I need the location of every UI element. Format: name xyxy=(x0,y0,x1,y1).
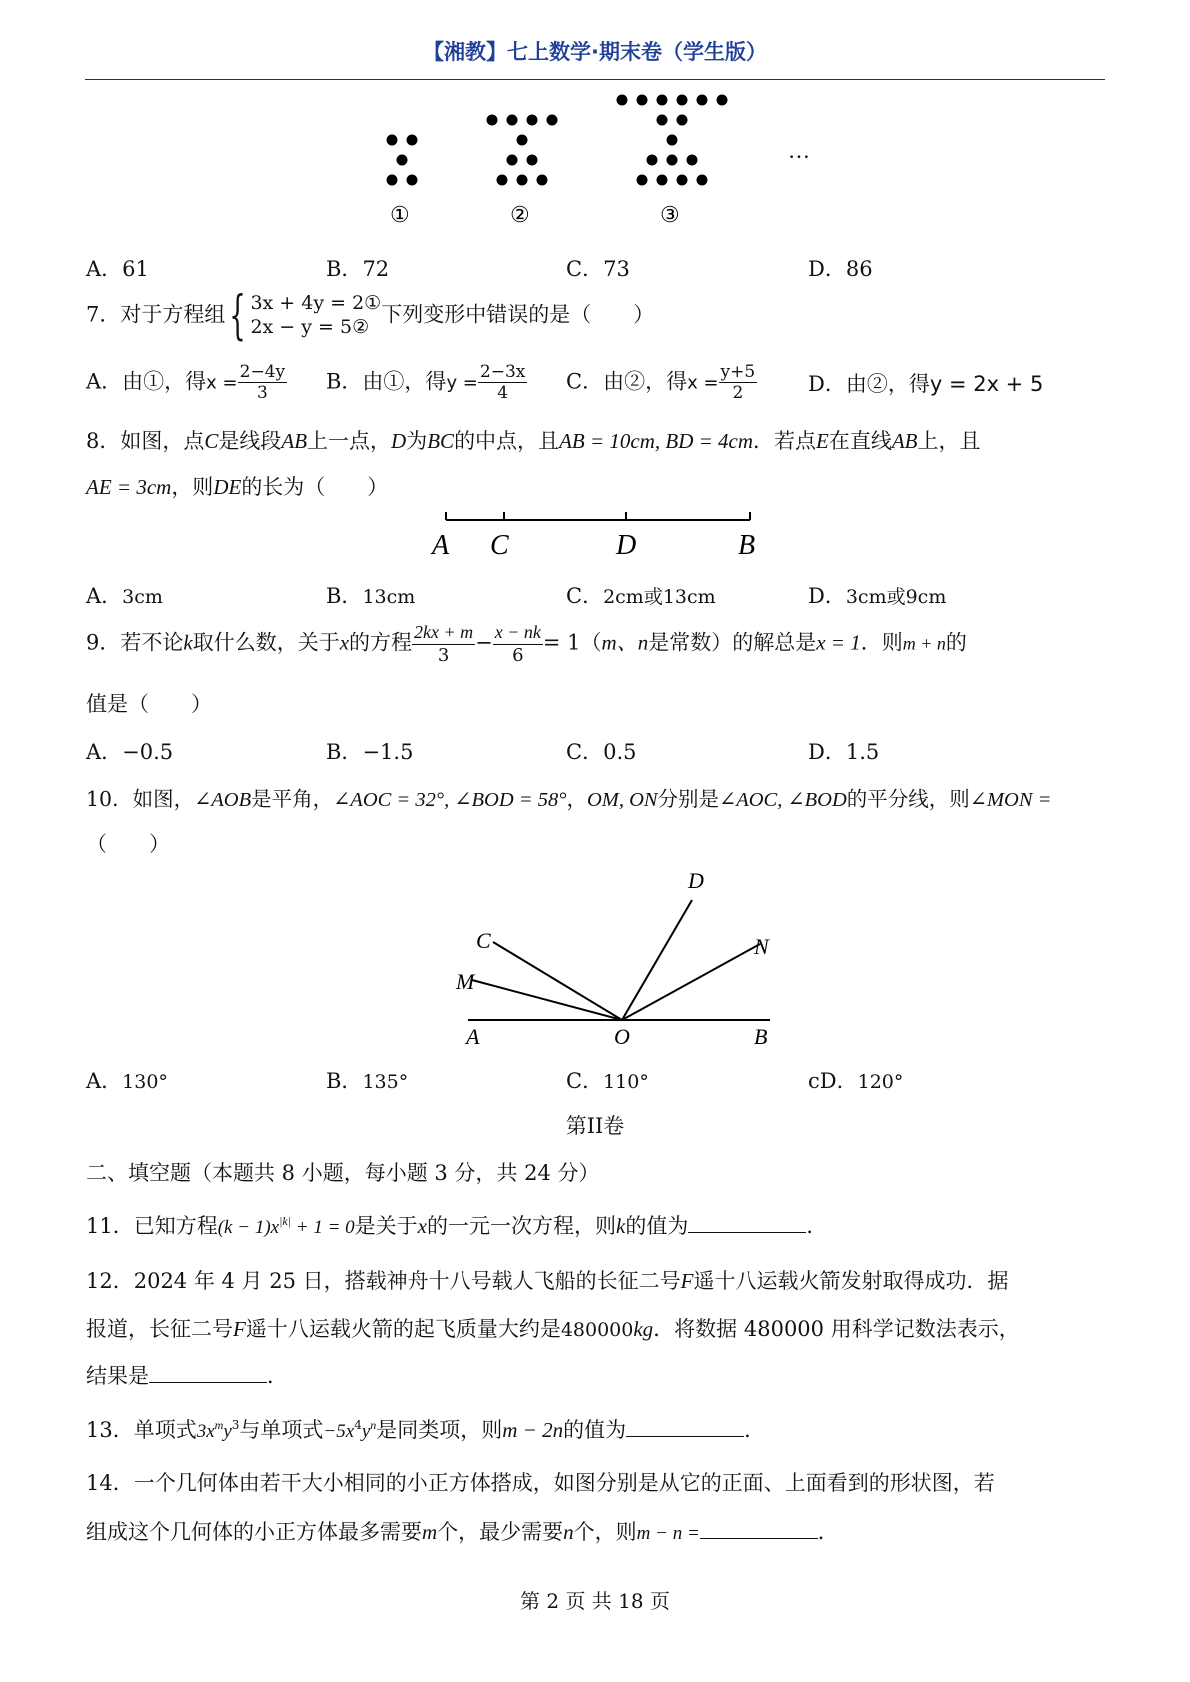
q9-option-b[interactable]: B．−1.5 xyxy=(326,740,414,764)
point-label-o: O xyxy=(614,1024,630,1049)
q6-option-c[interactable]: C．73 xyxy=(566,257,630,281)
segment-label-a: A xyxy=(432,530,450,561)
q7-option-c[interactable]: C．由②，得x = $\frac{y+5}{2}$ xyxy=(566,362,756,404)
q9-stem-line2: 值是（ ） xyxy=(86,692,212,716)
q13-answer-blank[interactable] xyxy=(626,1416,744,1437)
page-footer: 第 2 页 共 18 页 xyxy=(520,1589,670,1613)
q8-option-c[interactable]: C．2cm或13cm xyxy=(566,584,716,608)
pattern-3 xyxy=(617,95,728,186)
ray-label-b: B xyxy=(754,1024,768,1049)
q6-option-d[interactable]: D．86 xyxy=(808,257,873,281)
ray-label-d: D xyxy=(688,868,704,893)
segment-label-d: D xyxy=(616,530,637,561)
q8-option-b[interactable]: B．13cm xyxy=(326,584,416,608)
q12-stem-line2: 报道，长征二号F遥十八运载火箭的起飞质量大约是480000kg．将数据 480000 用科学记数法表示， xyxy=(86,1317,1020,1341)
pattern-label-3: ③ xyxy=(660,202,680,227)
q7-option-a[interactable]: A．由①，得x = $\frac{2-4y}{3}$ xyxy=(86,362,286,404)
q8-option-d[interactable]: D．3cm或9cm xyxy=(808,584,947,608)
q7-option-d[interactable]: D．由②，得y = 2x + 5 xyxy=(808,372,1044,396)
equation-system: 3x + 4y = 2① 2x − y = 5② xyxy=(250,292,382,338)
q9-stem-line1: 9．若不论k取什么数，关于x的方程 $\frac{2kx + m}{3}$ − $\frac{x - nk}{6}$ = 1（m、n是常数）的解总是x = 1．则m + n的 xyxy=(86,622,967,666)
ray-label-c: C xyxy=(476,928,491,953)
section-title: 二、填空题（本题共 8 小题，每小题 3 分，共 24 分） xyxy=(86,1161,600,1185)
ray-label-n: N xyxy=(754,934,769,959)
header-divider xyxy=(85,79,1105,80)
q10-stem-line2: （ ） xyxy=(86,832,170,856)
q11-answer-blank[interactable] xyxy=(688,1212,806,1233)
q9-option-c[interactable]: C．0.5 xyxy=(566,740,637,764)
q8-stem-line1: 8．如图，点C是线段AB上一点，D为BC的中点，且AB = 10cm, BD = 4cm．若点E在直线AB上，且 xyxy=(86,429,981,453)
q6-option-a[interactable]: A．61 xyxy=(86,257,149,281)
dot-pattern-figure xyxy=(360,88,830,228)
q10-option-b[interactable]: B．135° xyxy=(326,1069,409,1093)
q9-option-d[interactable]: D．1.5 xyxy=(808,740,880,764)
q8-stem-line2: AE = 3cm，则DE的长为（ ） xyxy=(86,475,389,499)
pattern-label-1: ① xyxy=(390,202,410,227)
header-title: 【湘教】七上数学·期末卷（学生版） xyxy=(423,40,767,64)
q7-option-b[interactable]: B．由①，得y = $\frac{2-3x}{4}$ xyxy=(326,362,526,404)
pattern-ellipsis: … xyxy=(788,138,810,163)
pattern-2 xyxy=(487,115,558,186)
q10-option-c[interactable]: C．110° xyxy=(566,1069,649,1093)
segment-label-b: B xyxy=(738,530,756,561)
q10-angle-figure xyxy=(440,862,790,1052)
q10-option-a[interactable]: A．130° xyxy=(86,1069,168,1093)
volume-title: 第II卷 xyxy=(565,1114,625,1138)
segment-label-c: C xyxy=(490,530,509,561)
system-brace: { xyxy=(229,286,247,346)
q14-answer-blank[interactable] xyxy=(700,1518,818,1539)
q8-segment-figure xyxy=(430,508,770,568)
ray-label-m: M xyxy=(456,969,475,994)
q10-option-d[interactable]: cD．120° xyxy=(808,1069,904,1093)
pattern-label-2: ② xyxy=(510,202,530,227)
q14-stem-line2: 组成这个几何体的小正方体最多需要m个，最少需要n个，则m − n = ． xyxy=(86,1520,839,1544)
q10-stem-line1: 10．如图，∠AOB是平角，∠AOC = 32°, ∠BOD = 58°，OM, ON分别是∠AOC, ∠BOD的平分线，则∠MON = xyxy=(86,787,1052,811)
q8-option-a[interactable]: A．3cm xyxy=(86,584,163,608)
q13-stem: 13．单项式$3x^my^3$与单项式$-5x^4y^n$是同类项，则m − 2n的值为 ． xyxy=(86,1418,766,1442)
q11-stem: 11．已知方程$(k - 1)x^{|k|} + 1 = 0$是关于x的一元一次方程，则k的值为 ． xyxy=(86,1214,828,1238)
pattern-1 xyxy=(387,135,418,186)
q6-option-b[interactable]: B．72 xyxy=(326,257,390,281)
q12-stem-line3: 结果是 ． xyxy=(86,1364,288,1388)
q14-stem-line1: 14．一个几何体由若干大小相同的小正方体搭成，如图分别是从它的正面、上面看到的形状图，若 xyxy=(86,1471,995,1495)
q12-answer-blank[interactable] xyxy=(149,1362,267,1383)
q7-stem: 7．对于方程组{ 3x + 4y = 2① 2x − y = 5② 下列变形中错误的是（ ） xyxy=(86,286,655,346)
ray-label-a: A xyxy=(466,1024,480,1049)
q12-stem-line1: 12．2024 年 4 月 25 日，搭载神舟十八号载人飞船的长征二号F遥十八运载火箭发射取得成功．据 xyxy=(86,1269,1009,1293)
q9-option-a[interactable]: A．−0.5 xyxy=(86,740,174,764)
